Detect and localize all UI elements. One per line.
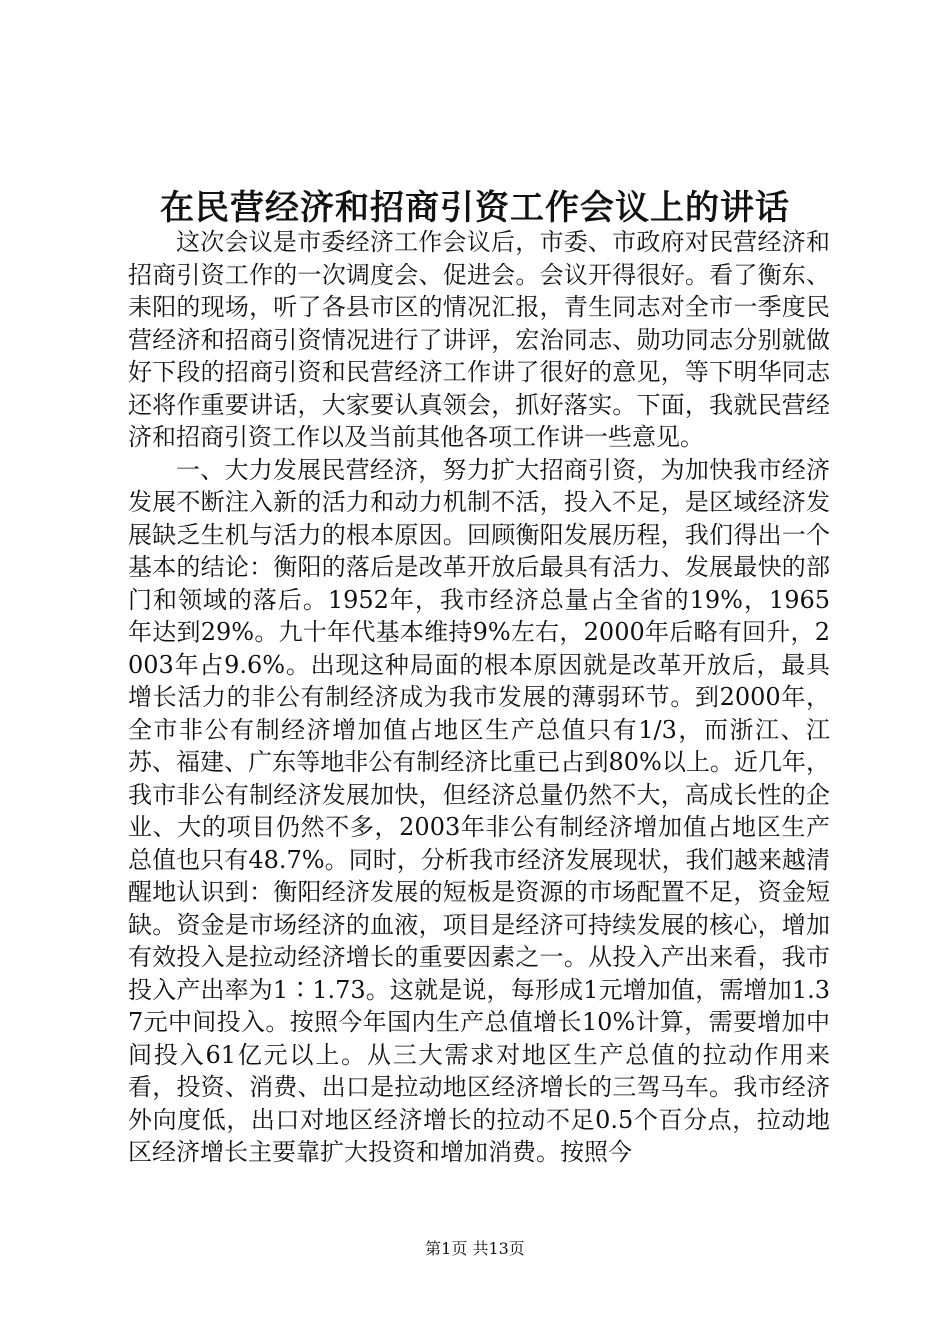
paragraph-section-one: 一、大力发展民营经济，努力扩大招商引资，为加快我市经济发展不断注入新的活力和动力机制不活，投入不足，是区域经济发展缺乏生机与活力的根本原因。回顾衡阳发展历程，我们得出一个基本的结论：衡阳的落后是改革开放后最具有活力、发展最快的部门和领域的落后。1952年，我市经济总量占全省的19%，1965年达到29%。九十年代基本维持9%左右，2000年后略有回升，2003年占9.6%。出现这种局面的根本原因就是改革开放后，最具增长活力的非公有制经济成为我市发展的薄弱环节。到2000年，全市非公有制经济增加值占地区生产总值只有1/3，而浙江、江苏、福建、广东等地非公有制经济比重已占到80%以上。近几年，我市非公有制经济发展加快，但经济总量仍然不大，高成长性的企业、大的项目仍然不多，2003年非公有制经济增加值占地区生产总值也只有48.7%。同时，分析我市经济发展现状，我们越来越清醒地认识到：衡阳经济发展的短板是资源的市场配置不足，资金短缺。资金是市场经济的血液，项目是经济可持续发展的核心，增加有效投入是拉动经济增长的重要因素之一。从投入产出来看，我市投入产出率为1∶1.73。这就是说，每形成1元增加值，需增加1.37元中间投入。按照今年国内生产总值增长10%计算，需要增加中间投入61亿元以上。从三大需求对地区生产总值的拉动作用来看，投资、消费、出口是拉动地区经济增长的三驾马车。我市经济外向度低，出口对地区经济增长的拉动不足0.5个百分点，拉动地区经济增长主要靠扩大投资和增加消费。按照今 [128,455,830,1166]
document-body [128,226,830,1169]
document-title: 在民营经济和招商引资工作会议上的讲话 [160,188,790,228]
page-number-footer: 第1页 共13页 [425,1239,525,1258]
paragraph-intro: 这次会议是市委经济工作会议后，市委、市政府对民营经济和招商引资工作的一次调度会、促进会。会议开得很好。看了衡东、耒阳的现场，听了各县市区的情况汇报，青生同志对全市一季度民营经济和招商引资情况进行了讲评，宏治同志、勋功同志分别就做好下段的招商引资和民营经济工作讲了很好的意见，等下明华同志还将作重要讲话，大家要认真领会，抓好落实。下面，我就民营经济和招商引资工作以及当前其他各项工作讲一些意见。 [128,228,830,451]
